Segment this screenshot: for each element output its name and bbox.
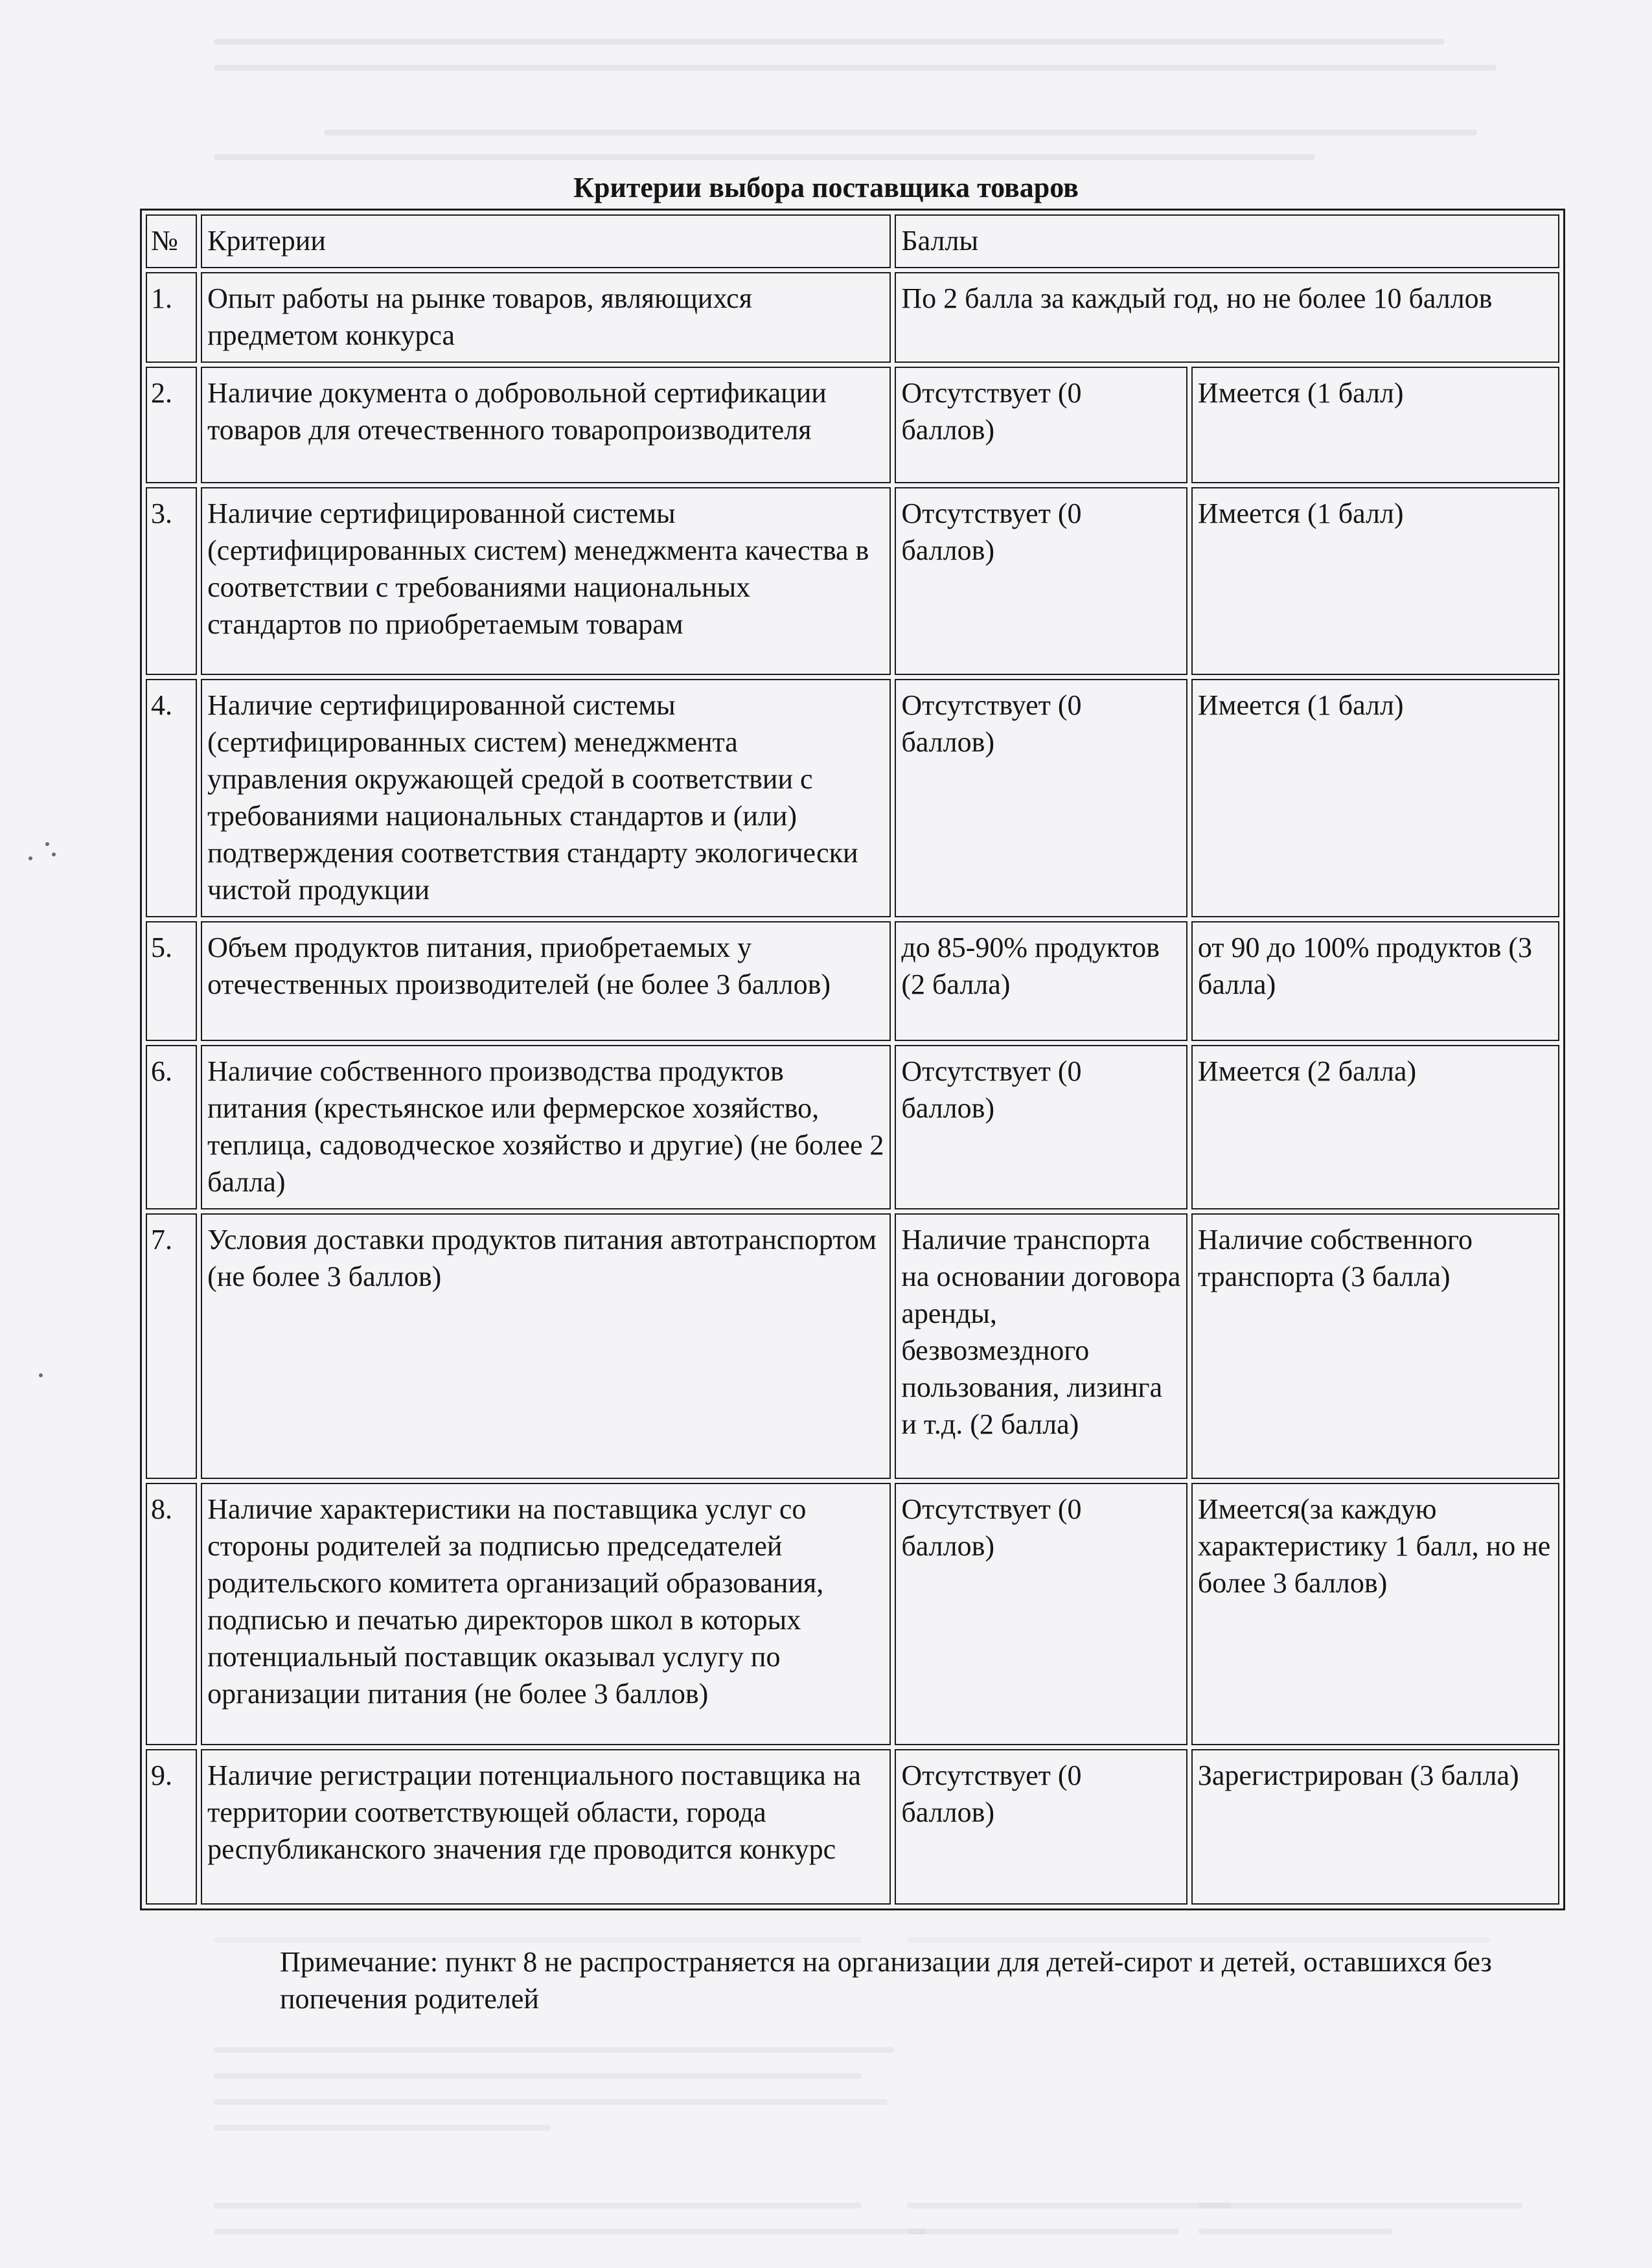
row-criterion: Наличие сертифицированной системы (сертифицированных систем) менеджмента управления окружающей средой в соответствии с требованиями национальных стандартов и (или) подтверждения соответствия стандарту экологически чистой продукции bbox=[201, 679, 891, 917]
row-option-absent: Отсутствует (0 баллов) bbox=[895, 679, 1187, 917]
table-row bbox=[146, 1483, 1559, 1745]
table-row bbox=[146, 679, 1559, 917]
row-number: 1. bbox=[146, 272, 197, 363]
header-number: № bbox=[146, 214, 197, 268]
bleed-through-line bbox=[214, 2047, 894, 2053]
scan-speck bbox=[52, 853, 56, 856]
row-option-present: Имеется (1 балл) bbox=[1191, 367, 1559, 483]
table-header-row bbox=[146, 214, 1559, 268]
bleed-through-line bbox=[1199, 2228, 1393, 2234]
row-criterion: Наличие документа о добровольной сертификации товаров для отечественного товаропроизводителя bbox=[201, 367, 891, 483]
bleed-through-line bbox=[214, 154, 1315, 160]
row-criterion: Наличие сертифицированной системы (сертифицированных систем) менеджмента качества в соответствии с требованиями национальных стандартов по приобретаемым товарам bbox=[201, 487, 891, 675]
row-number: 9. bbox=[146, 1749, 197, 1905]
row-option-absent: Отсутствует (0 баллов) bbox=[895, 487, 1187, 675]
row-option-absent: Отсутствует (0 баллов) bbox=[895, 1045, 1187, 1209]
row-option-absent: Отсутствует (0 баллов) bbox=[895, 1483, 1187, 1745]
criteria-table bbox=[140, 209, 1565, 1910]
document-title: Критерии выбора поставщика товаров bbox=[573, 172, 1079, 203]
bleed-through-line bbox=[1199, 2203, 1522, 2208]
bleed-through-line bbox=[324, 130, 1477, 135]
bleed-through-line bbox=[214, 1937, 862, 1943]
bleed-through-line bbox=[214, 2203, 862, 2208]
row-option-present: Имеется(за каждую характеристику 1 балл, но не более 3 баллов) bbox=[1191, 1483, 1559, 1745]
row-option-leased: Наличие транспорта на основании договора аренды, безвозмездного пользования, лизинга и т.д. (2 балла) bbox=[895, 1213, 1187, 1479]
row-criterion: Объем продуктов питания, приобретаемых у отечественных производителей (не более 3 баллов) bbox=[201, 921, 891, 1041]
row-option-lower: до 85-90% продуктов (2 балла) bbox=[895, 921, 1187, 1041]
bleed-through-line bbox=[214, 2125, 551, 2131]
row-option-owned: Наличие собственного транспорта (3 балла) bbox=[1191, 1213, 1559, 1479]
row-number: 8. bbox=[146, 1483, 197, 1745]
bleed-through-line bbox=[214, 65, 1497, 71]
table-row bbox=[146, 1213, 1559, 1479]
row-option-present: Имеется (2 балла) bbox=[1191, 1045, 1559, 1209]
bleed-through-line bbox=[214, 2228, 926, 2234]
bleed-through-line bbox=[214, 39, 1445, 45]
bleed-through-line bbox=[214, 2099, 888, 2105]
row-criterion: Наличие регистрации потенциального поставщика на территории соответствующей области, города республиканского значения где проводится конкурс bbox=[201, 1749, 891, 1905]
bleed-through-line bbox=[214, 2073, 862, 2079]
row-criterion: Наличие собственного производства продуктов питания (крестьянское или фермерское хозяйство, теплица, садоводческое хозяйство и другие) (не более 2 балла) bbox=[201, 1045, 891, 1209]
row-number: 3. bbox=[146, 487, 197, 675]
header-criteria: Критерии bbox=[201, 214, 891, 268]
row-number: 4. bbox=[146, 679, 197, 917]
row-option-absent: Отсутствует (0 баллов) bbox=[895, 1749, 1187, 1905]
table-row bbox=[146, 487, 1559, 675]
row-option-higher: от 90 до 100% продуктов (3 балла) bbox=[1191, 921, 1559, 1041]
bleed-through-line bbox=[907, 1937, 1490, 1943]
row-number: 2. bbox=[146, 367, 197, 483]
bleed-through-line bbox=[907, 2203, 1231, 2208]
row-number: 6. bbox=[146, 1045, 197, 1209]
table-row bbox=[146, 1749, 1559, 1905]
row-option-present: Имеется (1 балл) bbox=[1191, 487, 1559, 675]
row-number: 7. bbox=[146, 1213, 197, 1479]
table-row bbox=[146, 921, 1559, 1041]
table-row bbox=[146, 272, 1559, 363]
bleed-through-line bbox=[907, 2228, 1179, 2234]
row-number: 5. bbox=[146, 921, 197, 1041]
scan-speck bbox=[39, 1373, 43, 1377]
row-option-present: Имеется (1 балл) bbox=[1191, 679, 1559, 917]
row-option-registered: Зарегистрирован (3 балла) bbox=[1191, 1749, 1559, 1905]
row-criterion: Опыт работы на рынке товаров, являющихся предметом конкурса bbox=[201, 272, 891, 363]
row-points: По 2 балла за каждый год, но не более 10 баллов bbox=[895, 272, 1559, 363]
scan-speck bbox=[45, 842, 49, 846]
table-row bbox=[146, 1045, 1559, 1209]
row-criterion: Наличие характеристики на поставщика услуг со стороны родителей за подписью председателей родительского комитета организаций образования, подписью и печатью директоров школ в которых потенциальный поставщик оказывал услугу по организации питания (не более 3 баллов) bbox=[201, 1483, 891, 1745]
table-row bbox=[146, 367, 1559, 483]
table-note: Примечание: пункт 8 не распространяется на организации для детей-сирот и детей, оставшихся без попечения родителей bbox=[280, 1946, 1492, 2015]
scan-speck bbox=[29, 856, 32, 860]
header-points: Баллы bbox=[895, 214, 1559, 268]
row-criterion: Условия доставки продуктов питания автотранспортом (не более 3 баллов) bbox=[201, 1213, 891, 1479]
row-option-absent: Отсутствует (0 баллов) bbox=[895, 367, 1187, 483]
